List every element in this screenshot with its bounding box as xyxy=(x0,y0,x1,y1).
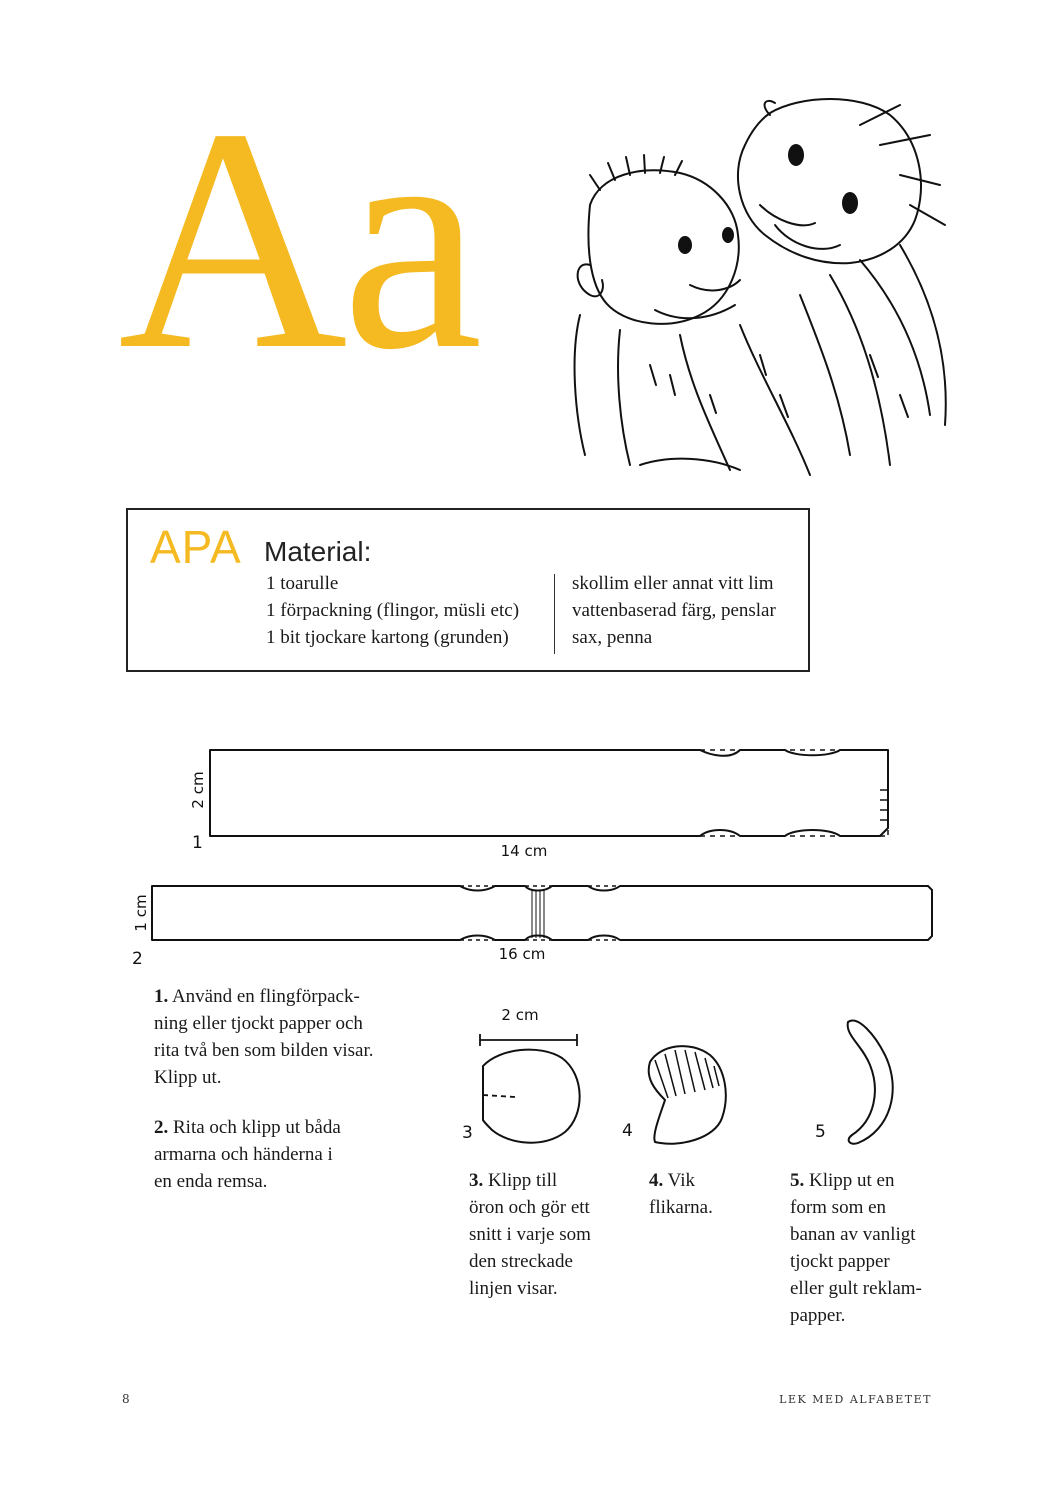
step-1 xyxy=(154,983,414,1091)
material-item: 1 bit tjockare kartong (grunden) xyxy=(266,627,509,648)
step-5-line: papper. xyxy=(790,1305,846,1326)
step-4-line: flikarna. xyxy=(649,1197,713,1218)
step-1-line: Använd en flingförpack- xyxy=(171,986,360,1007)
step-4-number: 4. xyxy=(649,1170,664,1191)
ear-number: 3 xyxy=(462,1123,473,1143)
step-5-number: 5. xyxy=(790,1170,805,1191)
step-3-line: snitt i varje som xyxy=(469,1224,591,1245)
step-2-number: 2. xyxy=(154,1117,169,1138)
step-3 xyxy=(469,1167,629,1302)
material-item: skollim eller annat vitt lim xyxy=(572,573,774,594)
step-1-line: Klipp ut. xyxy=(154,1067,222,1088)
leg-strip-outline xyxy=(210,750,888,836)
strip2-width-label: 16 cm xyxy=(498,945,546,963)
strip2-height-label: 1 cm xyxy=(132,894,150,932)
step-4 xyxy=(649,1167,769,1221)
step-1-line: rita två ben som bilden visar. xyxy=(154,1040,374,1061)
material-heading: Material: xyxy=(264,536,372,567)
step-5-line: eller gult reklam- xyxy=(790,1278,922,1299)
step-5 xyxy=(790,1167,960,1329)
step-3-line: Klipp till xyxy=(488,1170,558,1191)
ear-shape-outline xyxy=(483,1050,580,1143)
step-2 xyxy=(154,1114,414,1195)
strip1-number: 1 xyxy=(192,833,203,853)
step-5-line: Klipp ut en xyxy=(809,1170,895,1191)
big-letters: Aa xyxy=(118,63,477,415)
step-1-line: ning eller tjockt papper och xyxy=(154,1013,363,1034)
banana-shape-outline xyxy=(848,1021,893,1144)
step-5-line: tjockt papper xyxy=(790,1251,890,1272)
step-3-line: öron och gör ett xyxy=(469,1197,590,1218)
strip2-number: 2 xyxy=(132,949,143,969)
step-3-line: linjen visar. xyxy=(469,1278,558,1299)
banana-number: 5 xyxy=(815,1122,826,1142)
strip1-height-label: 2 cm xyxy=(189,771,207,809)
step-2-line: en enda remsa. xyxy=(154,1171,268,1192)
step-5-line: form som en xyxy=(790,1197,887,1218)
arm-strip-outline xyxy=(152,886,932,940)
step-4-line: Vik xyxy=(667,1170,696,1191)
step-2-line: armarna och händerna i xyxy=(154,1144,333,1165)
step-3-number: 3. xyxy=(469,1170,484,1191)
book-title: LEK MED ALFABETET xyxy=(779,1393,932,1406)
material-item: sax, penna xyxy=(572,627,653,648)
material-item: 1 toarulle xyxy=(266,573,339,594)
step-2-line: Rita och klipp ut båda xyxy=(173,1117,341,1138)
page-number: 8 xyxy=(122,1392,130,1406)
step-5-line: banan av vanligt xyxy=(790,1224,916,1245)
strip1-width-label: 14 cm xyxy=(500,842,548,860)
craft-title: APA xyxy=(150,521,242,573)
step-1-number: 1. xyxy=(154,986,169,1007)
ear-width-label: 2 cm xyxy=(501,1006,539,1024)
material-item: 1 förpackning (flingor, müsli etc) xyxy=(266,600,520,621)
material-item: vattenbaserad färg, penslar xyxy=(572,600,776,621)
fold-number: 4 xyxy=(622,1121,633,1141)
step-3-line: den streckade xyxy=(469,1251,573,1272)
